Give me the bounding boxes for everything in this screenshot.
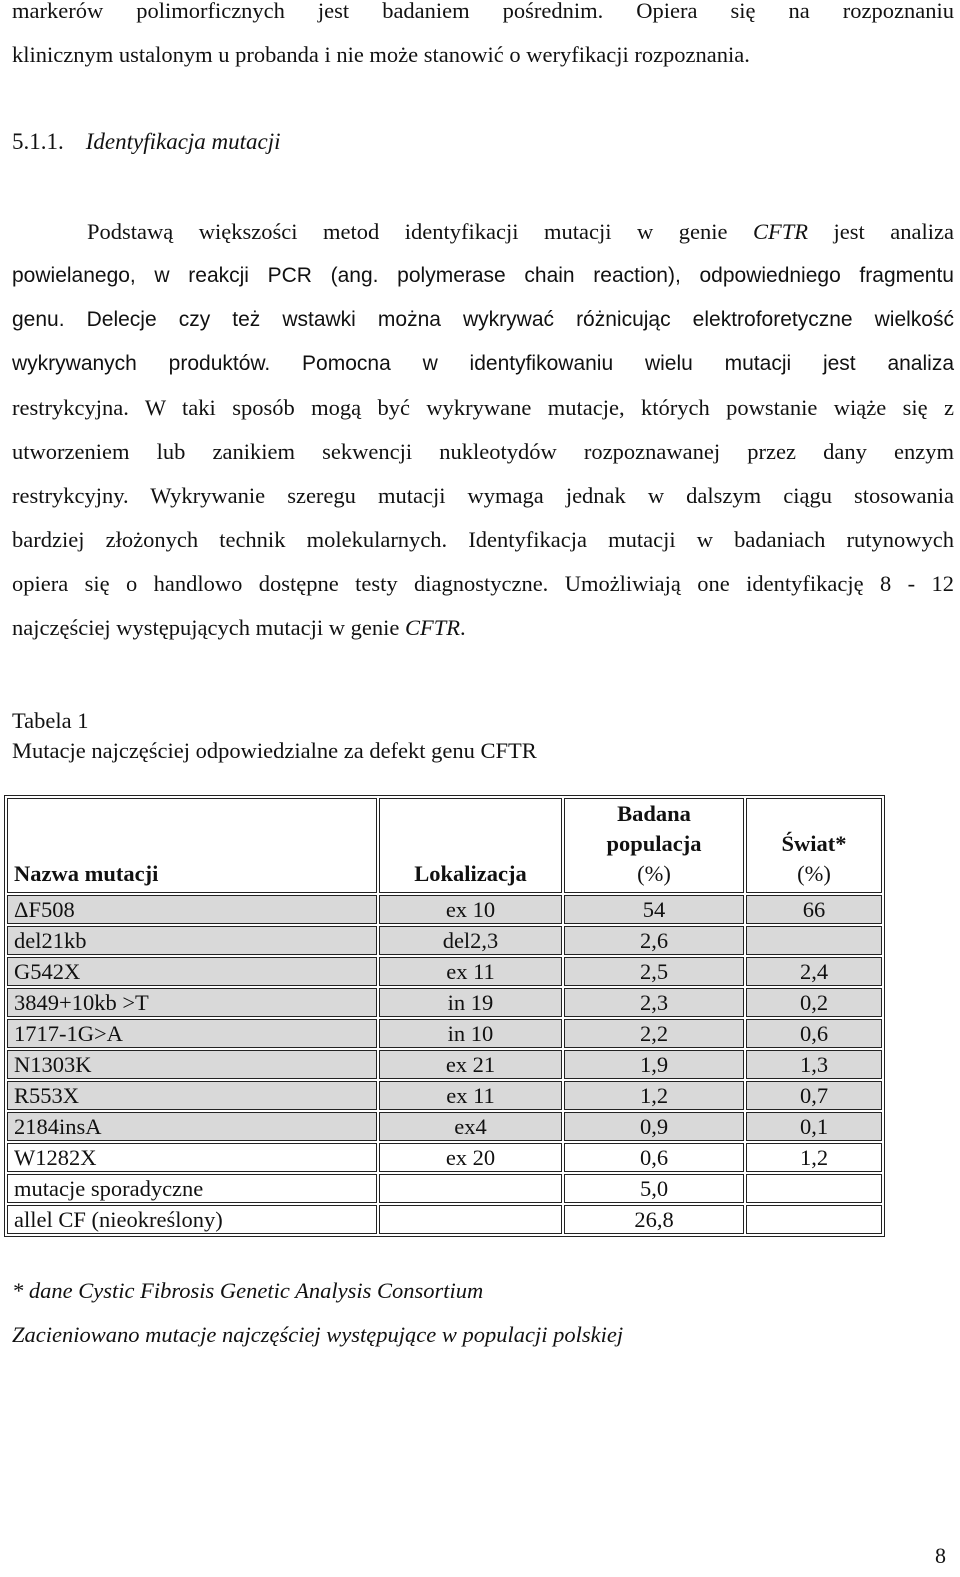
cell-population: 2,6	[564, 926, 744, 955]
header-text: Badana	[617, 801, 691, 826]
footnote-source: * dane Cystic Fibrosis Genetic Analysis Consortium	[12, 1278, 484, 1303]
cell-world: 1,3	[746, 1050, 882, 1079]
text-run: .	[459, 615, 466, 640]
page-number: 8	[935, 1543, 946, 1568]
cell-population: 2,2	[564, 1019, 744, 1048]
header-text: Świat*	[781, 831, 847, 856]
cell-world: 0,6	[746, 1019, 882, 1048]
cell-location: ex 10	[379, 895, 562, 924]
table-body	[7, 895, 882, 1234]
table-row	[7, 957, 882, 986]
table-title: Mutacje najczęściej odpowiedzialne za defekt genu CFTR	[12, 738, 537, 763]
cell-location: ex4	[379, 1112, 562, 1141]
cell-name: N1303K	[7, 1050, 377, 1079]
cell-population: 2,3	[564, 988, 744, 1017]
table-row	[7, 1205, 882, 1234]
header-text: (%)	[797, 861, 831, 886]
section-number: 5.1.1.	[12, 129, 64, 154]
paragraph-line: opiera się o handlowo dostępne testy diagnostyczne. Umożliwiają one identyfikację 8 - 12	[12, 571, 954, 596]
gene-name: CFTR	[753, 219, 809, 244]
cell-world	[746, 926, 882, 955]
cell-world: 2,4	[746, 957, 882, 986]
paragraph-line: genu. Delecje czy też wstawki można wykrywać różnicując elektroforetyczne wielkość	[12, 308, 954, 331]
cell-name: del21kb	[7, 926, 377, 955]
cell-name: W1282X	[7, 1143, 377, 1172]
table-row	[7, 988, 882, 1017]
cell-world: 0,7	[746, 1081, 882, 1110]
cell-location: ex 20	[379, 1143, 562, 1172]
table-header-row	[7, 798, 882, 893]
cell-location: ex 21	[379, 1050, 562, 1079]
cell-world: 0,2	[746, 988, 882, 1017]
table-row	[7, 926, 882, 955]
table-row	[7, 895, 882, 924]
cell-world: 0,1	[746, 1112, 882, 1141]
paragraph-line	[12, 210, 954, 254]
paragraph-line: markerów polimorficznych jest badaniem pośrednim. Opiera się na rozpoznaniu	[12, 0, 954, 23]
table-row	[7, 1081, 882, 1110]
cell-location	[379, 1205, 562, 1234]
cell-world	[746, 1174, 882, 1203]
paragraph-line: powielanego, w reakcji PCR (ang. polymerase chain reaction), odpowiedniego fragmentu	[12, 264, 954, 287]
cell-location: in 19	[379, 988, 562, 1017]
cell-population: 2,5	[564, 957, 744, 986]
cell-population: 1,9	[564, 1050, 744, 1079]
cell-population: 5,0	[564, 1174, 744, 1203]
cell-name: ΔF508	[7, 895, 377, 924]
mutation-table	[4, 795, 885, 1237]
text-run: jest analiza	[808, 219, 954, 244]
table-row	[7, 1050, 882, 1079]
paragraph-line: wykrywanych produktów. Pomocna w identyfikowaniu wielu mutacji jest analiza	[12, 352, 954, 375]
cell-location	[379, 1174, 562, 1203]
table-row	[7, 1143, 882, 1172]
cell-population: 0,9	[564, 1112, 744, 1141]
cell-location: ex 11	[379, 1081, 562, 1110]
paragraph-line	[12, 606, 954, 650]
cell-world: 66	[746, 895, 882, 924]
header-location: Lokalizacja	[379, 798, 562, 893]
cell-population: 26,8	[564, 1205, 744, 1234]
header-world	[746, 798, 882, 893]
table-row	[7, 1019, 882, 1048]
cell-world	[746, 1205, 882, 1234]
cell-name: 3849+10kb >T	[7, 988, 377, 1017]
cell-population: 54	[564, 895, 744, 924]
table-row	[7, 1112, 882, 1141]
table-row	[7, 1174, 882, 1203]
section-title: Identyfikacja mutacji	[85, 129, 281, 154]
footnote-shading: Zacieniowano mutacje najczęściej występujące w populacji polskiej	[12, 1322, 624, 1347]
header-population	[564, 798, 744, 893]
paragraph-intro	[12, 0, 954, 77]
header-text: populacja	[606, 831, 702, 856]
section-heading	[12, 126, 281, 158]
text-run: Podstawą większości metod identyfikacji mutacji w genie	[87, 219, 753, 244]
cell-location: in 10	[379, 1019, 562, 1048]
cell-population: 1,2	[564, 1081, 744, 1110]
cell-population: 0,6	[564, 1143, 744, 1172]
cell-name: G542X	[7, 957, 377, 986]
cell-name: mutacje sporadyczne	[7, 1174, 377, 1203]
gene-name: CFTR	[404, 615, 460, 640]
cell-location: ex 11	[379, 957, 562, 986]
cell-name: R553X	[7, 1081, 377, 1110]
cell-name: 1717-1G>A	[7, 1019, 377, 1048]
cell-name: 2184insA	[7, 1112, 377, 1141]
cell-name: allel CF (nieokreślony)	[7, 1205, 377, 1234]
header-name: Nazwa mutacji	[7, 798, 377, 893]
text-run: najczęściej występujących mutacji w genie	[12, 615, 405, 640]
paragraph-line: klinicznym ustalonym u probanda i nie może stanowić o weryfikacji rozpoznania.	[12, 42, 750, 67]
header-text: (%)	[637, 861, 671, 886]
paragraph-line: restrykcyjny. Wykrywanie szeregu mutacji wymaga jednak w dalszym ciągu stosowania	[12, 483, 954, 508]
paragraph-line: utworzeniem lub zanikiem sekwencji nukleotydów rozpoznawanej przez dany enzym	[12, 439, 954, 464]
paragraph-line: bardziej złożonych technik molekularnych. Identyfikacja mutacji w badaniach rutynowych	[12, 527, 954, 552]
table-label: Tabela 1	[12, 708, 89, 733]
cell-world: 1,2	[746, 1143, 882, 1172]
paragraph-line: restrykcyjna. W taki sposób mogą być wykrywane mutacje, których powstanie wiąże się z	[12, 395, 954, 420]
paragraph-body	[12, 210, 954, 650]
cell-location: del2,3	[379, 926, 562, 955]
